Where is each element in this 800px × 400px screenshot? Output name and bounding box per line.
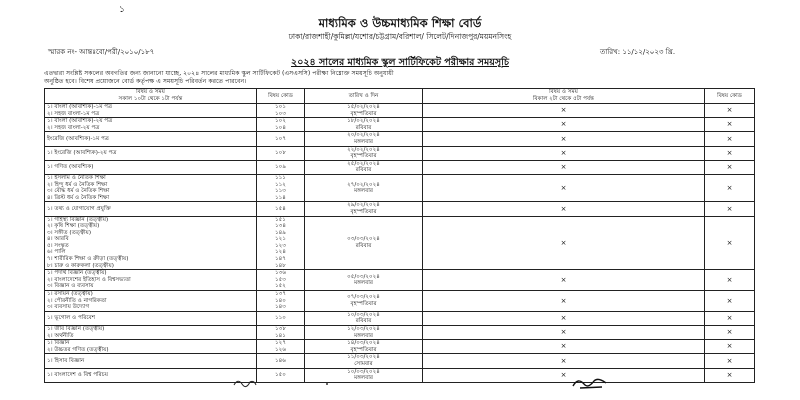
subject-code: ১০৮: [275, 149, 286, 156]
subject-name: ১। ভূগোল ও পরিবেশ: [47, 315, 96, 322]
afternoon-code-cell: ×: [705, 104, 755, 118]
subject-name: ৫। সংস্কৃত: [47, 242, 69, 249]
code-cell: [257, 291, 305, 312]
table-row: [45, 146, 755, 160]
subject-code: ১০৩: [275, 110, 286, 117]
afternoon-code-cell: ×: [705, 202, 755, 216]
afternoon-code-cell: ×: [705, 354, 755, 368]
afternoon-code-cell: ×: [705, 311, 755, 325]
subject-code: ১১০: [275, 315, 286, 322]
subject-name: ১। বাংলা (আবশ্যিক)-১ম পত্র: [47, 104, 113, 110]
date-cell: [305, 291, 423, 312]
subject-name: ১। বাংলা (আবশ্যিক)-২য় পত্র: [47, 118, 113, 125]
subject-name: ১। জীব বিজ্ঞান (তত্ত্বীয়): [47, 326, 105, 332]
date-cell: [305, 354, 423, 368]
exam-day: মঙ্গলবার: [354, 188, 373, 195]
intro-line: অনুষ্ঠিত হবে। বিশেষ প্রয়োজনে বোর্ড কর্তৃপক্ষ এ সময়সূচি পরিবর্তন করতে পারবেন।: [44, 78, 247, 85]
subject-code: ১১৪: [275, 194, 286, 201]
subject-code: ১২৩: [275, 242, 286, 249]
subject-cell: [45, 146, 257, 160]
table-row: [45, 174, 755, 201]
table-row: [45, 368, 755, 382]
subject-cell: [45, 104, 257, 118]
subject-cell: [45, 354, 257, 368]
subject-name: ৮। চারু ও কারুকলা (তত্ত্বীয়): [47, 262, 114, 269]
subject-code: ১২১: [275, 236, 286, 243]
subject-code: ১৩৮: [275, 326, 286, 332]
subject-code: ১৪৭: [275, 256, 286, 263]
board-name: মাধ্যমিক ও উচ্চমাধ্যমিক শিক্ষা বোর্ড: [318, 16, 482, 30]
subject-code: ১১১: [275, 174, 286, 181]
subject-cell: [45, 326, 257, 340]
subject-name: ৩। সঙ্গীত (তত্ত্বীয়): [47, 229, 92, 236]
memo-number: স্মারক নং- আন্তঃবো/পরী/২০১০/১৮৭: [48, 48, 155, 56]
afternoon-code-cell: ×: [705, 368, 755, 382]
signature: [570, 374, 610, 394]
subject-cell: [45, 132, 257, 146]
subject-name: ১। হিসাব বিজ্ঞান: [47, 357, 85, 364]
exam-date: ০৫/০৩/২০২৪: [347, 273, 380, 280]
subject-cell: [45, 118, 257, 132]
subject-cell: [45, 160, 257, 174]
subject-code: ১৩৪: [275, 223, 286, 230]
subject-name: ১। রসায়ন (তত্ত্বীয়): [47, 291, 93, 298]
exam-date: ১০/০৩/২০২৪: [347, 311, 380, 318]
afternoon-cell: ×: [423, 202, 705, 216]
subject-code: ১৩৭: [275, 291, 286, 298]
date-cell: [305, 160, 423, 174]
table-row: [45, 118, 755, 132]
subject-name: ২। কৃষি শিক্ষা (তত্ত্বীয়): [47, 223, 100, 230]
exam-day: রবিবার: [355, 167, 372, 174]
subject-name: ২। হিন্দু ধর্ম ও নৈতিক শিক্ষা: [47, 181, 108, 188]
subject-cell: [45, 368, 257, 382]
table-row: [45, 354, 755, 368]
date-cell: [305, 174, 423, 201]
table-row: [45, 340, 755, 354]
afternoon-cell: ×: [423, 104, 705, 118]
subject-code: ১২৭: [275, 340, 286, 347]
page-number: ১: [119, 5, 125, 15]
date-cell: [305, 368, 423, 382]
exam-day: মঙ্গলবার: [354, 280, 373, 287]
afternoon-cell: ×: [423, 354, 705, 368]
header-morning: বিষয় ও সময় সকাল ১০টা থেকে ১টা পর্যন্ত: [45, 89, 257, 104]
afternoon-cell: ×: [423, 368, 705, 382]
header-code-2: বিষয় কোড: [705, 89, 755, 104]
ink-dot: [326, 383, 328, 385]
exam-day: রবিবার: [355, 124, 372, 131]
subject-code: ১০২: [275, 118, 286, 125]
subject-name: ২। অর্থনীতি: [47, 332, 74, 339]
code-cell: [257, 326, 305, 340]
header-date: তারিখ ও দিন: [305, 89, 423, 104]
exam-day: বৃহস্পতিবার: [350, 110, 377, 117]
subject-name: ১। ইংরেজি (আবশ্যিক)-২য় পত্র: [47, 149, 117, 156]
subject-code: ১৪০: [275, 297, 286, 304]
subject-cell: [45, 270, 257, 291]
exam-date: ২৭/০২/২০২৪: [347, 181, 380, 188]
code-cell: [257, 216, 305, 270]
subject-name: ৩। বৌদ্ধ ধর্ম ও নৈতিক শিক্ষা: [47, 188, 110, 195]
exam-day: বৃহস্পতিবার: [350, 300, 377, 307]
subject-code: ১৫৪: [275, 205, 286, 212]
code-cell: [257, 340, 305, 354]
date-cell: [305, 104, 423, 118]
subject-name: ৭। শারীরিক শিক্ষা ও ক্রীড়া (তত্ত্বীয়): [47, 256, 129, 263]
code-cell: [257, 174, 305, 201]
subject-code: ১৫৩: [275, 276, 286, 283]
subject-name: ২। সহজ বাংলা-২য় পত্র: [47, 124, 100, 131]
afternoon-cell: ×: [423, 118, 705, 132]
code-cell: [257, 132, 305, 146]
table-row: [45, 132, 755, 146]
code-cell: [257, 270, 305, 291]
subject-code: ১৪৯: [275, 229, 286, 236]
afternoon-code-cell: ×: [705, 291, 755, 312]
afternoon-cell: ×: [423, 326, 705, 340]
intro-text: [44, 70, 754, 86]
exam-date: ১২/০৩/২০২৪: [347, 326, 380, 332]
code-cell: [257, 118, 305, 132]
subject-code: ১৪১: [275, 332, 286, 339]
exam-day: মঙ্গলবার: [354, 375, 373, 382]
schedule-table: [44, 88, 755, 383]
subject-cell: [45, 311, 257, 325]
subject-name: ১। ইসলাম ও নৈতিক শিক্ষা: [47, 174, 106, 181]
intro-line: এতদ্বারা সংশ্লিষ্ট সকলের অবগতির জন্য জানানো যাচ্ছে, ২০২৪ সালের মাধ্যমিক স্কুল সার্টিফিকেট (এসএসসি) পরীক্ষা নিম্নোক্ত সময়সূচি অনুযায়ী: [44, 70, 394, 77]
subject-code: ১৪৬: [275, 357, 286, 364]
afternoon-code-cell: ×: [705, 118, 755, 132]
subject-code: ১৫২: [275, 283, 286, 290]
subject-name: ২। বাংলাদেশের ইতিহাস ও বিশ্বসভ্যতা: [47, 276, 131, 283]
code-cell: [257, 146, 305, 160]
board-cities: ঢাকা/রাজশাহী/কুমিল্লা/যশোর/চট্টগ্রাম/বরিশাল/ সিলেট/দিনাজপুর/ময়মনসিংহ: [288, 32, 512, 41]
table-header-row: [45, 89, 755, 104]
exam-date: ১৫/০২/২০২৪: [347, 104, 380, 110]
code-cell: [257, 354, 305, 368]
table-row: [45, 216, 755, 270]
subject-name: ১। গার্হস্থ্য বিজ্ঞান (তত্ত্বীয়): [47, 216, 109, 223]
table-row: [45, 202, 755, 216]
initial-mark: [232, 376, 258, 390]
code-cell: [257, 311, 305, 325]
subject-cell: [45, 340, 257, 354]
afternoon-cell: ×: [423, 340, 705, 354]
afternoon-cell: ×: [423, 160, 705, 174]
subject-cell: [45, 216, 257, 270]
subject-name: ৩। বিজ্ঞান ও ব্যবসায়: [47, 283, 94, 290]
header-afternoon: বিষয় ও সময় বিকাল ২টা থেকে ৫টা পর্যন্ত: [423, 89, 705, 104]
afternoon-cell: ×: [423, 291, 705, 312]
exam-date: ২০/০২/২০২৪: [347, 132, 380, 139]
date-cell: [305, 216, 423, 270]
exam-day: রবিবার: [355, 318, 372, 325]
subject-name: ১। গণিত (আবশ্যিক): [47, 164, 94, 171]
exam-date: ১১/০৩/২০২৪: [347, 354, 380, 361]
code-cell: [257, 202, 305, 216]
afternoon-code-cell: ×: [705, 270, 755, 291]
subject-code: ১২৬: [275, 346, 286, 353]
code-cell: [257, 104, 305, 118]
exam-date: ১৮/০২/২০২৪: [347, 118, 380, 125]
subject-name: ৪। আরবি: [47, 236, 69, 243]
subject-code: ১০৭: [275, 135, 286, 142]
subject-name: ৪। খ্রিস্ট ধর্ম ও নৈতিক শিক্ষা: [47, 194, 110, 201]
subject-name: ১। পদার্থ বিজ্ঞান (তত্ত্বীয়): [47, 270, 107, 277]
subject-code: ১৪৮: [275, 262, 286, 269]
afternoon-cell: ×: [423, 174, 705, 201]
exam-date: ২৫/০২/২০২৪: [347, 160, 380, 167]
table-row: [45, 270, 755, 291]
subject-name: ৩। ব্যবসায় উদ্যোগ: [47, 304, 90, 311]
date-cell: [305, 132, 423, 146]
table-row: [45, 326, 755, 340]
table-row: [45, 160, 755, 174]
afternoon-code-cell: ×: [705, 174, 755, 201]
afternoon-code-cell: ×: [705, 340, 755, 354]
subject-name: ২। উচ্চতর গণিত (তত্ত্বীয়): [47, 346, 109, 353]
date-cell: [305, 146, 423, 160]
afternoon-cell: ×: [423, 311, 705, 325]
notice-title: ২০২৪ সালের মাধ্যমিক স্কুল সার্টিফিকেট পরীক্ষার সময়সূচি: [291, 57, 509, 68]
exam-day: বৃহস্পতিবার: [350, 346, 377, 353]
table-row: [45, 311, 755, 325]
exam-day: মঙ্গলবার: [354, 138, 373, 145]
header-code: বিষয় কোড: [257, 89, 305, 104]
subject-name: ১। তথ্য ও যোগাযোগ প্রযুক্তি: [47, 205, 111, 212]
afternoon-code-cell: ×: [705, 326, 755, 340]
exam-day: সোমবার: [354, 360, 373, 367]
exam-date: ০৭/০৩/২০২৪: [347, 294, 380, 301]
code-cell: [257, 160, 305, 174]
date-cell: [305, 311, 423, 325]
subject-code: ১০৪: [275, 124, 286, 131]
subject-cell: [45, 202, 257, 216]
subject-name: ইংরেজি (আবশ্যিক)-১ম পত্র: [47, 135, 109, 142]
exam-date: ১৪/০৩/২০২৪: [347, 340, 380, 347]
subject-name: ২। পৌরনীতি ও নাগরিকতা: [47, 297, 107, 304]
table-row: [45, 104, 755, 118]
afternoon-cell: ×: [423, 132, 705, 146]
exam-day: মঙ্গলবার: [354, 332, 373, 339]
subject-code: ১৫০: [275, 371, 286, 378]
afternoon-code-cell: ×: [705, 160, 755, 174]
subject-code: ১০১: [275, 104, 286, 110]
exam-date: ০৩/০৩/২০২৪: [347, 236, 380, 243]
date-cell: [305, 270, 423, 291]
afternoon-code-cell: ×: [705, 216, 755, 270]
subject-code: ১৩৬: [275, 270, 286, 277]
exam-date: ২৯/০২/২০২৪: [347, 202, 380, 209]
subject-name: ২। সহজ বাংলা-১ম পত্র: [47, 110, 100, 117]
afternoon-cell: ×: [423, 146, 705, 160]
subject-code: ১১২: [275, 181, 286, 188]
date-cell: [305, 340, 423, 354]
subject-code: ১০৯: [275, 164, 286, 171]
subject-code: ১২৪: [275, 249, 286, 256]
exam-date: ১০/০৩/২০২৪: [347, 368, 380, 375]
exam-day: বৃহস্পতিবার: [350, 153, 377, 160]
subject-cell: [45, 291, 257, 312]
subject-code: ১৪৩: [275, 304, 286, 311]
exam-day: বৃহস্পতিবার: [350, 208, 377, 215]
subject-cell: [45, 174, 257, 201]
afternoon-code-cell: ×: [705, 146, 755, 160]
subject-code: ১৫১: [275, 216, 286, 223]
code-cell: [257, 368, 305, 382]
afternoon-cell: ×: [423, 270, 705, 291]
date-cell: [305, 326, 423, 340]
subject-name: ৬। পালি: [47, 249, 66, 256]
exam-day: রবিবার: [355, 242, 372, 249]
memo-date: তারিখ: ১১/১২/২০২৩ খ্রি.: [600, 48, 676, 56]
afternoon-code-cell: ×: [705, 132, 755, 146]
subject-name: ১। বিজ্ঞান: [47, 340, 70, 347]
date-cell: [305, 118, 423, 132]
subject-name: ১। বাংলাদেশ ও বিশ্ব পরিচয়: [47, 371, 108, 378]
subject-code: ১১৩: [275, 188, 286, 195]
date-cell: [305, 202, 423, 216]
afternoon-cell: ×: [423, 216, 705, 270]
table-row: [45, 291, 755, 312]
exam-date: ২২/০২/২০২৪: [347, 146, 380, 153]
